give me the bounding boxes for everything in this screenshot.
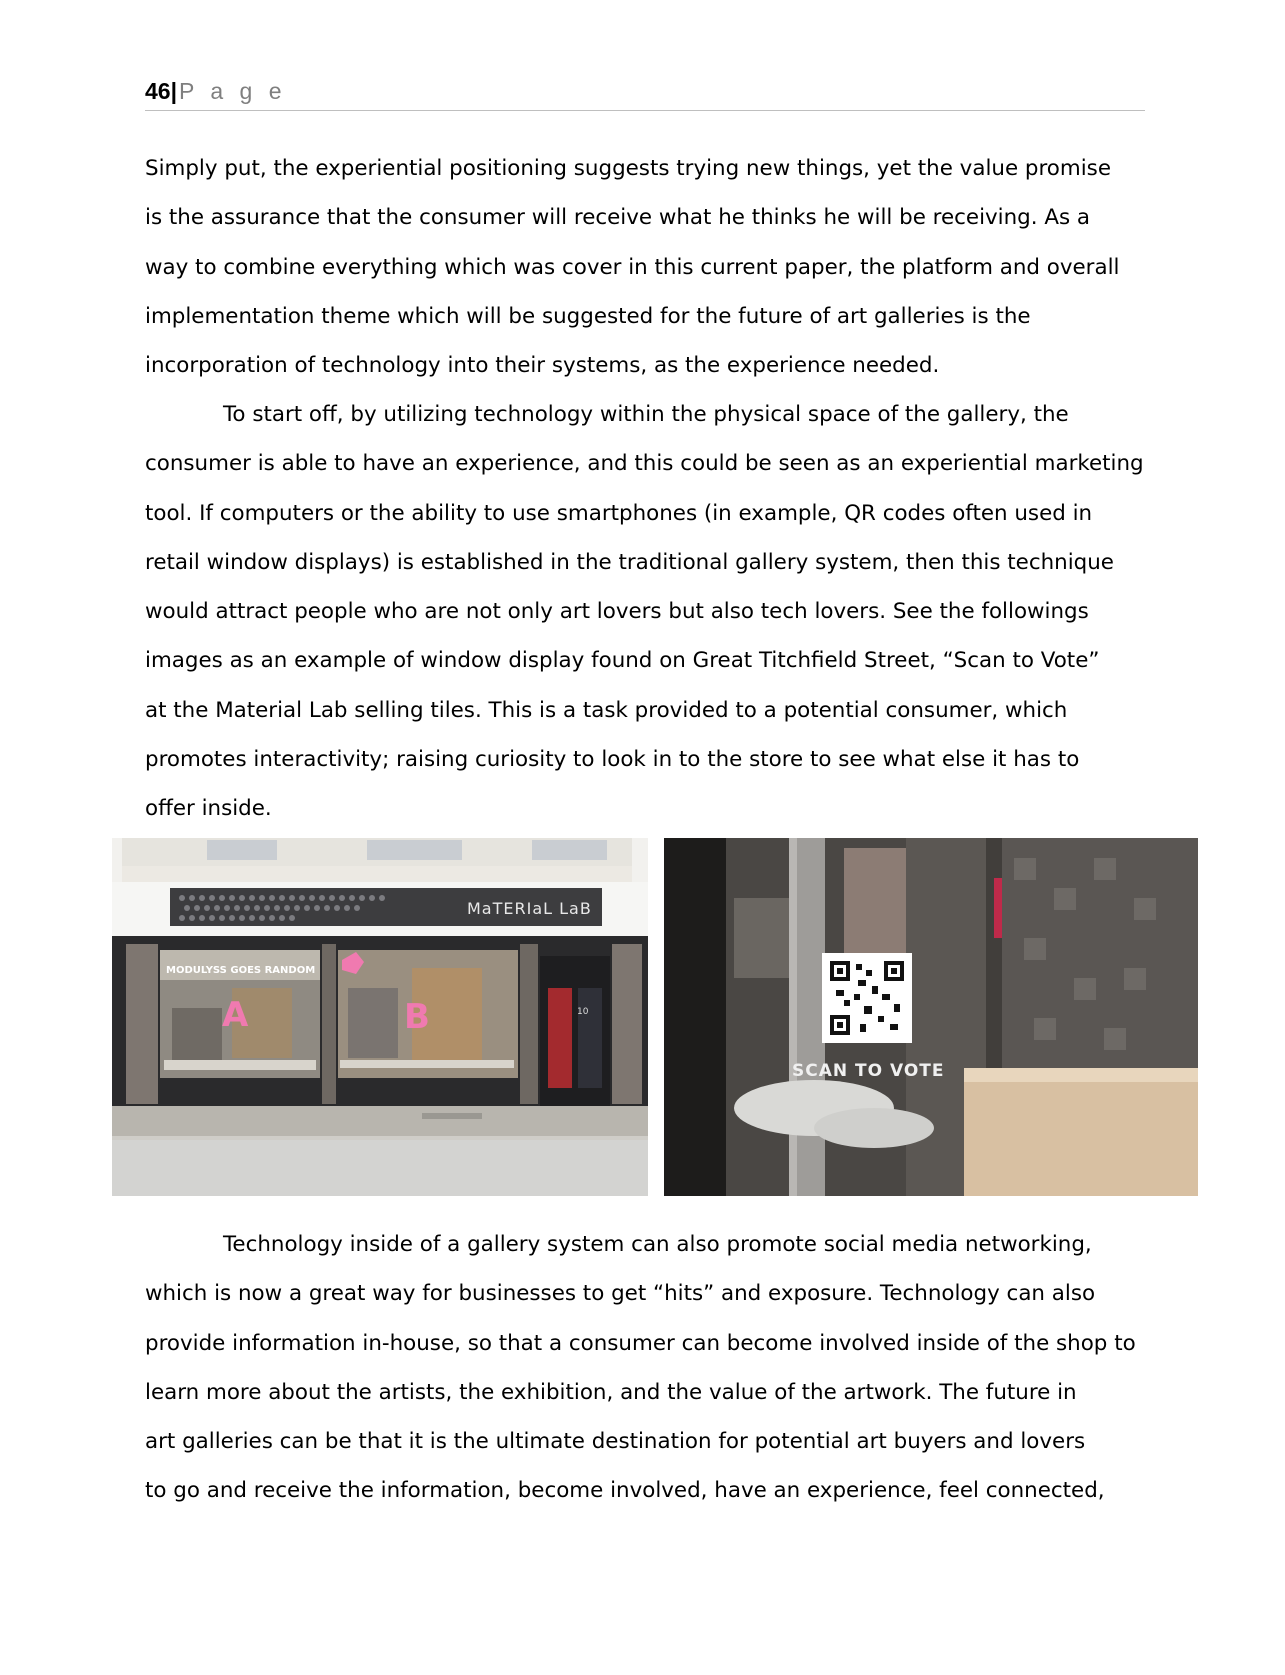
paragraph-line: at the Material Lab selling tiles. This is a task provided to a potential consumer, which <box>145 697 1068 723</box>
paragraph-line: offer inside. <box>145 796 272 822</box>
page-header <box>145 78 1145 111</box>
paragraph-line: To start off, by utilizing technology within the physical space of the gallery, the <box>223 402 1069 427</box>
shop-sign-text: MaTERIaL LaB <box>467 899 592 918</box>
paragraph-line: implementation theme which will be suggested for the future of art galleries is the <box>145 303 1031 329</box>
paragraph-line: consumer is able to have an experience, and this could be seen as an experiential marketing <box>145 451 1144 477</box>
paragraph-line: Simply put, the experiential positioning suggests trying new things, yet the value promise <box>145 156 1111 181</box>
paragraph-line: retail window displays) is established in the traditional gallery system, then this technique <box>145 549 1114 575</box>
storefront-illustration <box>112 838 648 1196</box>
qr-window-photo <box>664 838 1198 1196</box>
paragraph-line: provide information in-house, so that a consumer can become involved inside of the shop to <box>145 1330 1136 1356</box>
paragraph-line: tool. If computers or the ability to use smartphones (in example, QR codes often used in <box>145 500 1093 526</box>
paragraph-3 <box>145 1220 1150 1516</box>
paragraph-line: learn more about the artists, the exhibition, and the value of the artwork. The future in <box>145 1379 1077 1405</box>
banner-text: MODULYSS GOES RANDOM <box>166 965 316 976</box>
door-number: 10 <box>577 1007 589 1017</box>
paragraph-line: would attract people who are not only art lovers but also tech lovers. See the followings <box>145 599 1089 625</box>
qr-window-illustration <box>664 838 1198 1196</box>
paragraph-line: art galleries can be that it is the ultimate destination for potential art buyers and lovers <box>145 1429 1086 1455</box>
window-letter-b: B <box>404 997 430 1037</box>
page-label: P a g e <box>179 78 287 104</box>
scan-to-vote-text: SCAN TO VOTE <box>792 1061 945 1081</box>
paragraph-line: which is now a great way for businesses to get “hits” and exposure. Technology can also <box>145 1281 1096 1307</box>
paragraph-line: incorporation of technology into their systems, as the experience needed. <box>145 353 940 379</box>
window-letter-a: A <box>222 995 249 1035</box>
page-separator: | <box>170 78 178 104</box>
page-number: 46 <box>145 78 171 104</box>
paragraph-2 <box>145 390 1150 834</box>
paragraph-line: Technology inside of a gallery system can also promote social media networking, <box>223 1232 1092 1257</box>
paragraph-line: way to combine everything which was cover in this current paper, the platform and overall <box>145 254 1120 280</box>
paragraph-line: to go and receive the information, become involved, have an experience, feel connected, <box>145 1478 1105 1504</box>
paragraph-line: is the assurance that the consumer will receive what he thinks he will be receiving. As a <box>145 205 1091 231</box>
paragraph-line: promotes interactivity; raising curiosity to look in to the store to see what else it has to <box>145 747 1080 773</box>
paragraph-line: images as an example of window display found on Great Titchfield Street, “Scan to Vote” <box>145 648 1100 674</box>
paragraph-1 <box>145 144 1150 390</box>
storefront-photo <box>112 838 648 1196</box>
